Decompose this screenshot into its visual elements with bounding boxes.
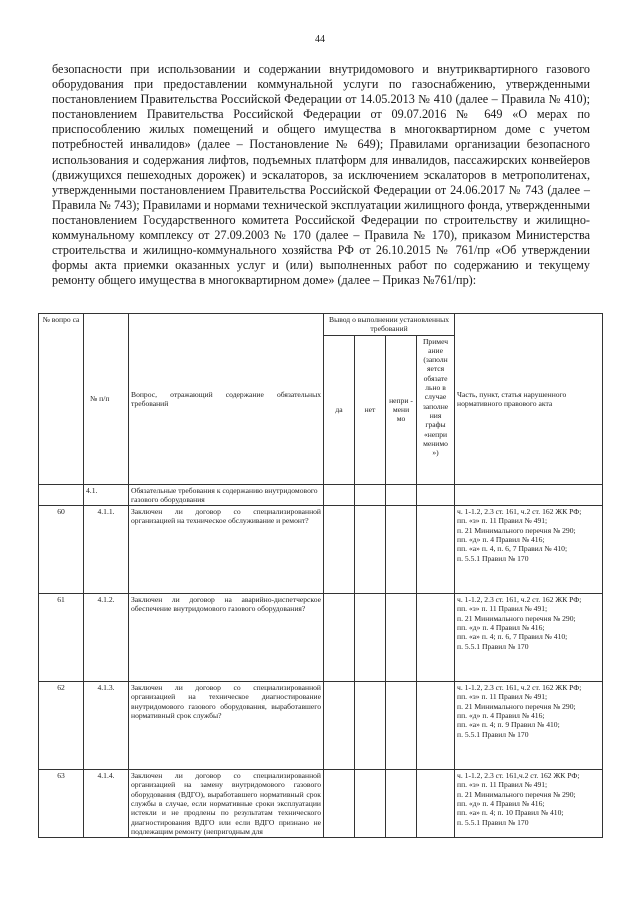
table-row — [39, 682, 603, 770]
yes-cell[interactable] — [324, 506, 355, 594]
legal-reference-cell — [455, 770, 603, 838]
table-row — [39, 594, 603, 682]
legal-reference-line: пп. «з» п. 11 Правил № 491; — [457, 692, 548, 702]
no-cell[interactable] — [355, 682, 386, 770]
legal-reference-cell — [455, 506, 603, 594]
no-cell[interactable] — [355, 506, 386, 594]
note-cell[interactable] — [417, 594, 455, 682]
table-row — [39, 770, 603, 838]
not-applicable-cell[interactable] — [386, 682, 417, 770]
header-item-number: № п/п — [84, 314, 129, 485]
section-yes-cell — [324, 484, 355, 506]
section-na-cell — [386, 484, 417, 506]
question-text: Заключен ли договор со специализированной организацией на техническое диагностирование внутридомового газового оборудования, выработавшего нормативный срок службы? — [129, 682, 324, 770]
note-cell[interactable] — [417, 506, 455, 594]
header-compliance-group: Вывод о выполнении установленных требований — [324, 314, 455, 336]
question-number: 63 — [39, 770, 84, 838]
legal-reference-line: п. 21 Минимального перечня № 290; — [457, 525, 576, 535]
legal-reference-line: п. 5.5.1 Правил № 170 — [457, 729, 529, 739]
header-question: Вопрос, отражающий содержание обязательных требований — [129, 314, 324, 485]
legal-reference-line: пп. «а» п. 4; п. 10 Правил № 410; — [457, 808, 564, 818]
question-text: Заключен ли договор со специализированной организацией на замену внутридомового газового оборудования (ВДГО), выработавшего нормативный срок службы в случае, если нормативные сроки эксплуатации истекли и не продлены по результатам технического диагностирования ВДГО или если ВДГО признано не подлежащим ремонту (непригодным для — [129, 770, 324, 838]
legal-reference-line: п. 21 Минимального перечня № 290; — [457, 613, 576, 623]
table-row — [39, 506, 603, 594]
header-legal-reference: Часть, пункт, статья нарушенного нормативного правового акта — [455, 314, 603, 485]
requirements-table — [38, 313, 603, 838]
legal-reference-line: пп. «а» п. 4, п. 6, 7 Правил № 410; — [457, 544, 568, 554]
legal-reference-line: пп. «д» п. 4 Правил № 416; — [457, 711, 545, 721]
not-applicable-cell[interactable] — [386, 770, 417, 838]
header-yes: да — [324, 335, 355, 484]
section-no-cell — [355, 484, 386, 506]
note-cell[interactable] — [417, 770, 455, 838]
note-cell[interactable] — [417, 682, 455, 770]
legal-reference-line: ч. 1-1.2, 2.3 ст. 161, ч.2 ст. 162 ЖК РФ; — [457, 683, 582, 693]
item-number: 4.1.1. — [84, 506, 129, 594]
legal-reference-line: п. 5.5.1 Правил № 170 — [457, 553, 529, 563]
section-ref-cell — [455, 484, 603, 506]
header-note: Примеч ание (заполн яется обязате льно в случае заполне ния графы «непри менимо ») — [417, 335, 455, 484]
legal-reference-line: пп. «з» п. 11 Правил № 491; — [457, 604, 548, 614]
legal-reference-line: пп. «д» п. 4 Правил № 416; — [457, 535, 545, 545]
section-number: 4.1. — [84, 484, 129, 506]
legal-reference-cell — [455, 682, 603, 770]
legal-reference-line: пп. «з» п. 11 Правил № 491; — [457, 780, 548, 790]
legal-reference-line: пп. «д» п. 4 Правил № 416; — [457, 623, 545, 633]
yes-cell[interactable] — [324, 770, 355, 838]
legal-reference-line: пп. «з» п. 11 Правил № 491; — [457, 516, 548, 526]
header-not-applicable: непри - мени мо — [386, 335, 417, 484]
legal-reference-line: ч. 1-1.2, 2.3 ст. 161,ч.2 ст. 162 ЖК РФ; — [457, 771, 580, 781]
not-applicable-cell[interactable] — [386, 594, 417, 682]
legal-reference-line: ч. 1-1.2, 2.3 ст. 161, ч.2 ст. 162 ЖК РФ; — [457, 507, 582, 517]
no-cell[interactable] — [355, 770, 386, 838]
yes-cell[interactable] — [324, 682, 355, 770]
section-title: Обязательные требования к содержанию внутридомового газового оборудования — [129, 484, 324, 506]
question-number: 62 — [39, 682, 84, 770]
legal-reference-line: пп. «д» п. 4 Правил № 416; — [457, 799, 545, 809]
legal-reference-line: п. 5.5.1 Правил № 170 — [457, 641, 529, 651]
question-text: Заключен ли договор на аварийно-диспетчерское обеспечение внутридомового газового оборудования? — [129, 594, 324, 682]
item-number: 4.1.4. — [84, 770, 129, 838]
not-applicable-cell[interactable] — [386, 506, 417, 594]
legal-reference-line: п. 21 Минимального перечня № 290; — [457, 701, 576, 711]
page-number: 44 — [315, 34, 325, 45]
legal-reference-line: пп. «а» п. 4; п. 9 Правил № 410; — [457, 720, 560, 730]
question-text: Заключен ли договор со специализированной организацией на техническое обслуживание и ремонт? — [129, 506, 324, 594]
item-number: 4.1.3. — [84, 682, 129, 770]
legal-reference-line: ч. 1-1.2, 2.3 ст. 161, ч.2 ст. 162 ЖК РФ; — [457, 595, 582, 605]
question-number: 61 — [39, 594, 84, 682]
yes-cell[interactable] — [324, 594, 355, 682]
header-no: нет — [355, 335, 386, 484]
legal-reference-line: п. 21 Минимального перечня № 290; — [457, 789, 576, 799]
header-row-1 — [39, 314, 603, 336]
item-number: 4.1.2. — [84, 594, 129, 682]
legal-reference-cell — [455, 594, 603, 682]
legal-reference-line: пп. «а» п. 4; п. 6, 7 Правил № 410; — [457, 632, 568, 642]
header-question-number: № вопро са — [39, 314, 84, 485]
section-empty-cell — [39, 484, 84, 506]
no-cell[interactable] — [355, 594, 386, 682]
section-note-cell — [417, 484, 455, 506]
legal-reference-line: п. 5.5.1 Правил № 170 — [457, 817, 529, 827]
question-number: 60 — [39, 506, 84, 594]
section-row — [39, 484, 603, 506]
intro-paragraph: безопасности при использовании и содержании внутридомового и внутриквартирного газового оборудования при предоставлении коммунальной услуги по газоснабжению, утвержденными постановлением Правительства Российской Федерации от 14.05.2013 № 410 (далее – Правила № 410); постановлением Правительства Российской Федерации от 09.07.2016 № 649 «О мерах по приспособлению жилых помещений и общего имущества в многоквартирном доме с учетом потребностей инвалидов» (далее – Постановление № 649); Правилами организации безопасного использования и содержания лифтов, подъемных платформ для инвалидов, пассажирских конвейеров (движущихся пешеходных дорожек) и эскалаторов, за исключением эскалаторов в метрополитенах, утвержденными постановлением Правительства Российской Федерации от 24.06.2017 № 743 (далее – Правила № 743); Правилами и нормами технической эксплуатации жилищного фонда, утвержденными постановлением Государственного комитета Российской Федерации по строительству и жилищно-коммунальному комплексу от 27.09.2003 № 170 (далее – Правила № 170), приказом Министерства строительства и жилищно-коммунального хозяйства РФ от 26.10.2015 № 761/пр «Об утверждении формы акта приемки оказанных услуг и (или) выполненных работ по содержанию и текущему ремонту общего имущества в многоквартирном доме» (далее – Приказ №761/пр): — [52, 62, 590, 288]
